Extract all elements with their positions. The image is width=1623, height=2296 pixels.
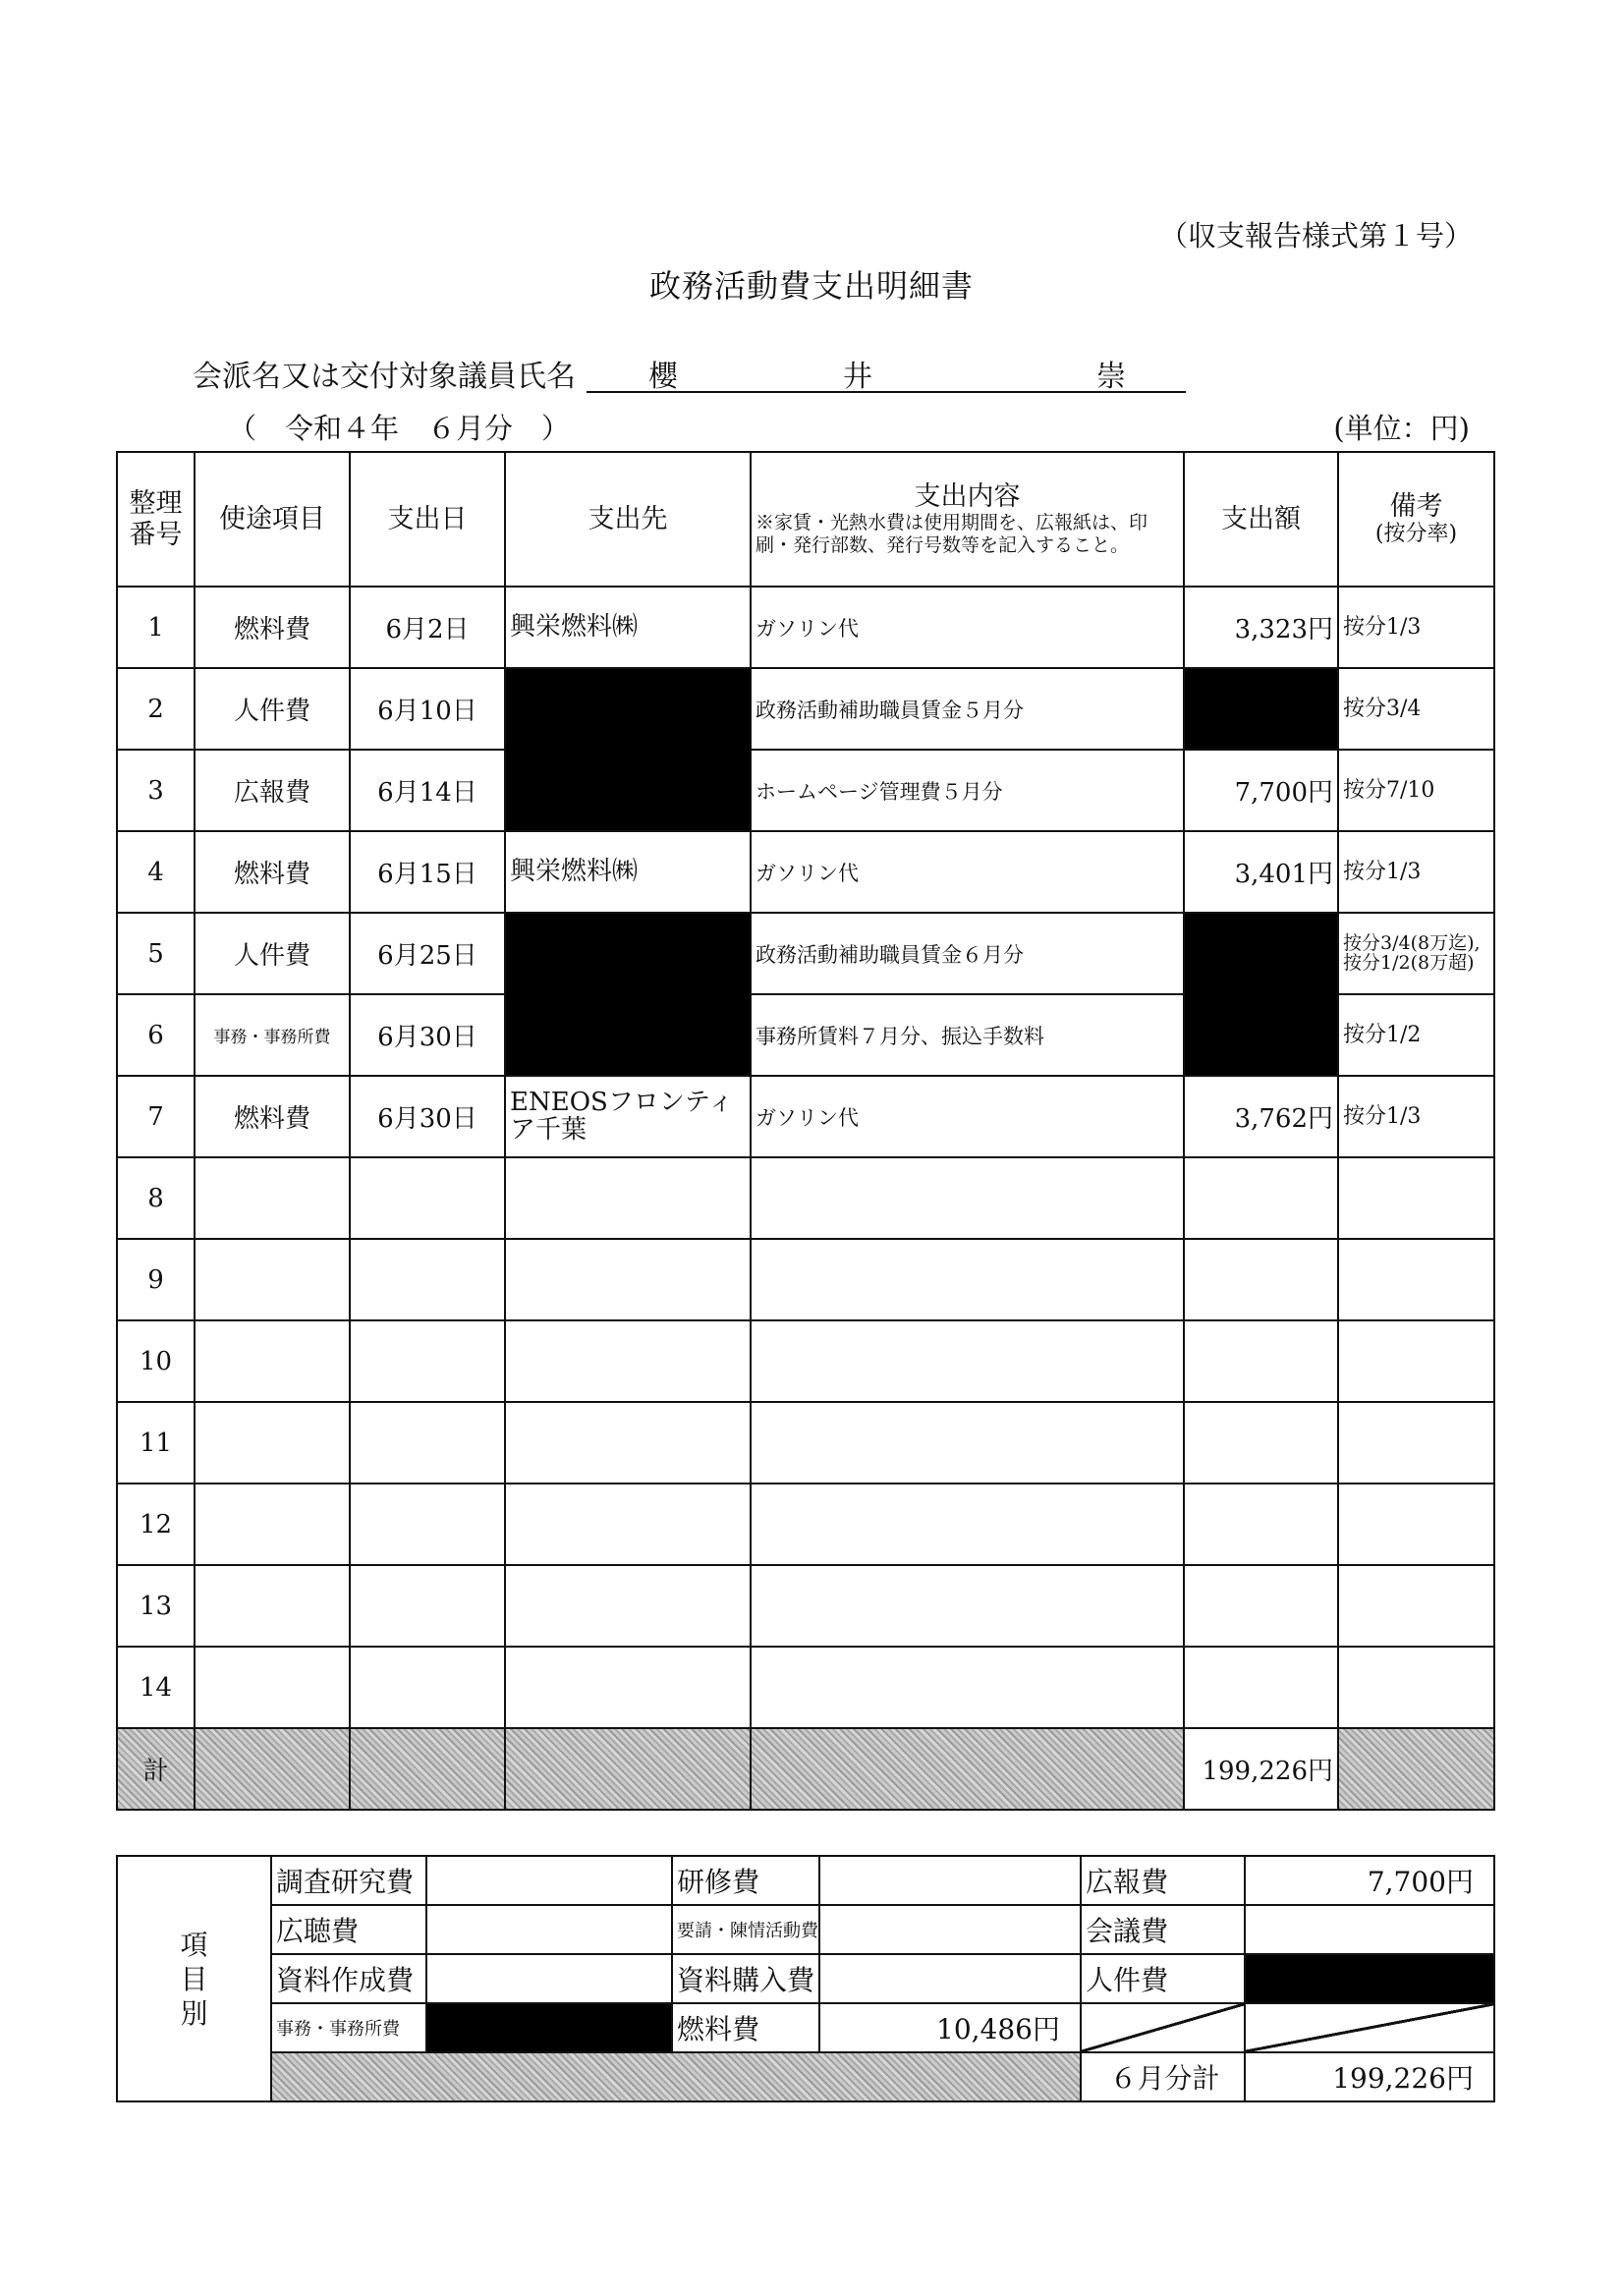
redacted-office-value [426,2003,672,2052]
document-title: 政務活動費支出明細書 [648,267,974,305]
table-row [117,1239,1494,1320]
col-content-title: 支出内容 [914,481,1021,513]
row-note: 按分1/3 [1338,831,1494,913]
name-char-2: 井 [843,360,872,394]
row-amount: 3,323円 [1184,587,1338,668]
row-number: 14 [117,1647,195,1728]
col-use: 使途項目 [195,452,350,587]
name-char-3: 崇 [1096,360,1126,394]
label-materials-purchase: 資料購入費 [672,1954,819,2003]
table-row [117,831,1494,913]
name-label: 会派名又は交付対象議員氏名 [193,360,576,394]
row-note: 按分3/4 [1338,668,1494,750]
row-number: 10 [117,1320,195,1402]
row-date: 6月2日 [350,587,505,668]
value-month-total: 199,226円 [1245,2052,1494,2101]
row-amount: 7,700円 [1184,750,1338,831]
total-label: 計 [117,1728,195,1810]
col-remarks-sub: (按分率) [1374,522,1458,547]
row-number: 6 [117,994,195,1076]
row-number: 9 [117,1239,195,1320]
table-row [117,1402,1494,1484]
form-number: （収支報告様式第１号） [1158,219,1473,252]
row-date: 6月25日 [350,913,505,994]
row-number: 4 [117,831,195,913]
table-row [117,668,1494,750]
label-personnel: 人件費 [1081,1954,1245,2003]
row-number: 5 [117,913,195,994]
row-content: 政務活動補助職員賃金６月分 [751,913,1184,994]
row-note: 按分1/3 [1338,1076,1494,1157]
row-number: 3 [117,750,195,831]
row-use: 燃料費 [195,1076,350,1157]
total-amount: 199,226円 [1184,1728,1338,1810]
summary-side-label: 項 目 別 [117,1856,271,2101]
label-training: 研修費 [672,1856,819,1905]
row-use: 広報費 [195,750,350,831]
table-row [117,750,1494,831]
table-row [117,1076,1494,1157]
diagonal-cell [1081,2003,1245,2052]
table-row [117,1157,1494,1239]
table-row [117,1320,1494,1402]
col-payee: 支出先 [505,452,751,587]
row-payee: 興栄燃料㈱ [505,831,751,913]
table-row [117,1484,1494,1565]
row-number: 2 [117,668,195,750]
row-amount: 3,401円 [1184,831,1338,913]
row-use: 人件費 [195,668,350,750]
row-note: 按分1/2 [1338,994,1494,1076]
label-month-total: ６月分計 [1081,2052,1245,2101]
expense-table [116,451,1495,1811]
row-payee: ENEOSフロンティア千葉 [505,1076,751,1157]
label-fuel: 燃料費 [672,2003,819,2052]
row-date: 6月10日 [350,668,505,750]
label-petition: 要請・陳情活動費 [672,1905,819,1954]
table-row [117,1565,1494,1647]
col-content [751,452,1184,587]
redacted-personnel-value [1245,1954,1494,2003]
col-number: 整理番号 [117,452,195,587]
table-row [117,913,1494,994]
redacted-payee [505,913,751,1076]
row-date: 6月15日 [350,831,505,913]
name-char-1: 櫻 [648,360,678,394]
row-use: 事務・事務所費 [195,994,350,1076]
table-row [117,587,1494,668]
row-note: 按分3/4(8万迄),按分1/2(8万超) [1338,913,1494,994]
label-office: 事務・事務所費 [271,2003,426,2052]
col-remarks-title: 備考 [1389,491,1443,523]
row-date: 6月30日 [350,994,505,1076]
col-amount: 支出額 [1184,452,1338,587]
row-number: 13 [117,1565,195,1647]
row-content: ガソリン代 [751,831,1184,913]
label-pr: 広報費 [1081,1856,1245,1905]
col-date: 支出日 [350,452,505,587]
row-number: 1 [117,587,195,668]
row-number: 11 [117,1402,195,1484]
row-content: 政務活動補助職員賃金５月分 [751,668,1184,750]
redacted-amount [1184,913,1338,1076]
row-content: ガソリン代 [751,1076,1184,1157]
redacted-payee [505,668,751,831]
row-use: 燃料費 [195,831,350,913]
col-content-note: ※家賃・光熱水費は使用期間を、広報紙は、印刷・発行部数、発行号数等を記入すること。 [756,512,1148,557]
row-use: 燃料費 [195,587,350,668]
row-content: ホームページ管理費５月分 [751,750,1184,831]
value-fuel: 10,486円 [819,2003,1081,2052]
row-payee: 興栄燃料㈱ [505,587,751,668]
row-number: 7 [117,1076,195,1157]
label-hearing: 広聴費 [271,1905,426,1954]
col-remarks [1338,452,1494,587]
grey-fill [271,2052,1081,2101]
period: （ 令和４年 ６月分 ） [228,412,571,445]
row-amount: 3,762円 [1184,1076,1338,1157]
diagonal-cell [1245,2003,1494,2052]
row-number: 12 [117,1484,195,1565]
row-number: 8 [117,1157,195,1239]
row-note: 按分7/10 [1338,750,1494,831]
row-note: 按分1/3 [1338,587,1494,668]
row-content: ガソリン代 [751,587,1184,668]
label-meeting: 会議費 [1081,1905,1245,1954]
total-row [117,1728,1494,1810]
row-content: 事務所賃料７月分、振込手数料 [751,994,1184,1076]
label-materials-making: 資料作成費 [271,1954,426,2003]
unit-label: (単位：円) [1333,412,1470,445]
label-research: 調査研究費 [271,1856,426,1905]
value-pr: 7,700円 [1245,1856,1494,1905]
category-summary-table [116,1855,1495,2102]
table-row [117,1647,1494,1728]
row-use: 人件費 [195,913,350,994]
redacted-amount [1184,668,1338,750]
row-date: 6月30日 [350,1076,505,1157]
row-date: 6月14日 [350,750,505,831]
